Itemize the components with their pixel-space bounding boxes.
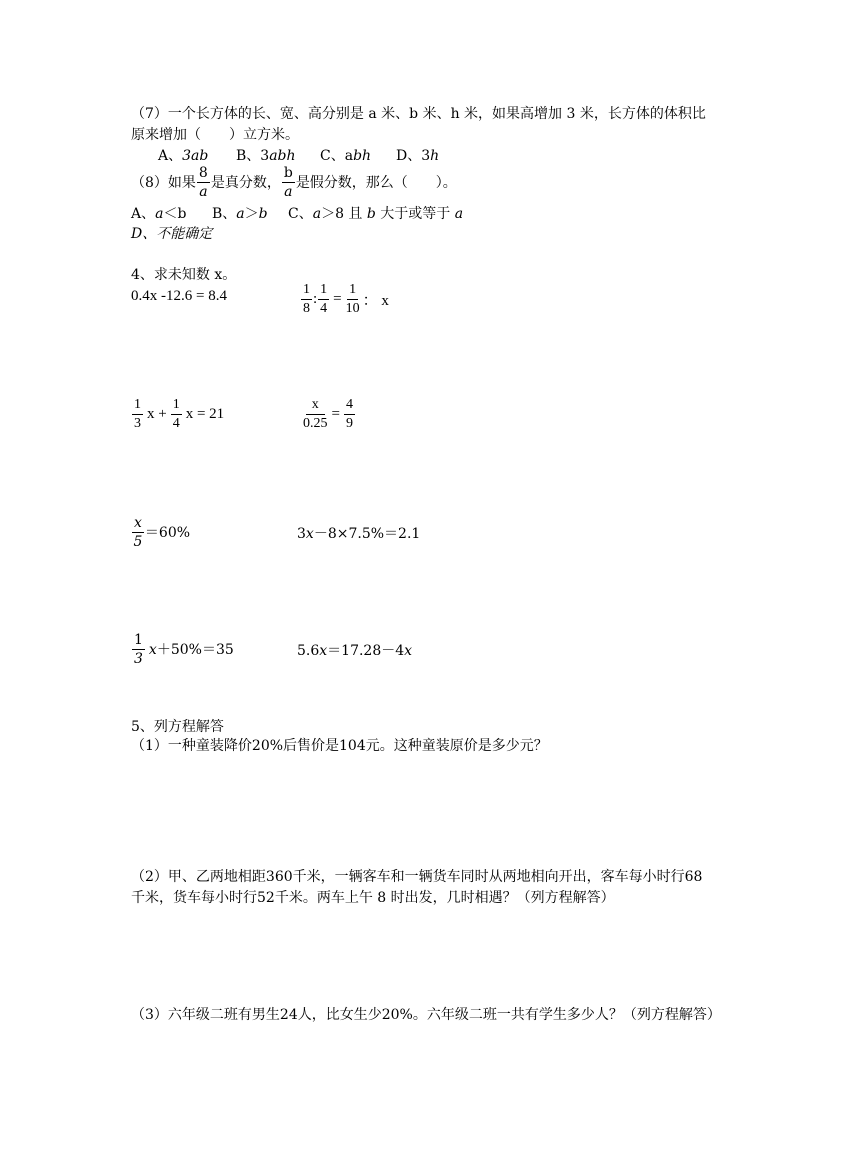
q8-option-b <box>212 205 268 223</box>
fraction-denominator: 4 <box>320 301 328 316</box>
equation-7 <box>131 633 234 666</box>
q7-line2: 原来增加（ ）立方米。 <box>131 127 299 143</box>
option-b-op: ＞ <box>244 206 259 222</box>
option-a-prefix: A、 <box>131 206 156 222</box>
fraction-denominator: 4 <box>172 416 180 431</box>
fraction-8-over-a <box>197 166 210 199</box>
fraction-numerator: 1 <box>171 398 182 415</box>
equation-1: 0.4x -12.6 = 8.4 <box>131 288 227 304</box>
fraction-numerator: 1 <box>134 632 143 648</box>
fraction <box>132 398 143 431</box>
variable-x: x <box>148 641 157 658</box>
section-5-title: 5、列方程解答 <box>131 719 224 735</box>
option-c-var-a2: a <box>454 206 464 222</box>
equation-8 <box>297 642 412 660</box>
option-c-var-a: a <box>312 206 322 222</box>
equation-tail: ＋50%＝35 <box>156 641 234 658</box>
variable-x: x <box>404 643 413 659</box>
fraction-numerator: 1 <box>301 283 312 300</box>
fraction-denominator: 0.25 <box>303 416 328 431</box>
q7-option-b <box>236 147 296 165</box>
fraction-numerator: 8 <box>198 165 208 181</box>
fraction-numerator: 1 <box>318 283 329 300</box>
option-b-value: abh <box>269 148 296 164</box>
equation-4 <box>302 398 356 431</box>
fraction <box>132 516 144 549</box>
q8-middle: 是真分数， <box>210 174 281 191</box>
fraction-denominator: 5 <box>133 534 143 550</box>
fraction <box>171 398 182 431</box>
q7-option-a <box>158 147 208 165</box>
fraction-numerator: x <box>306 398 325 415</box>
fraction-numerator: x <box>134 515 142 531</box>
equation-6 <box>297 525 420 543</box>
equation-tail: x = 21 <box>185 406 225 422</box>
fraction <box>303 398 328 431</box>
equals-sign: = <box>333 291 342 307</box>
q7-line1: （7）一个长方体的长、宽、高分别是 a 米、b 米、h 米，如果高增加 3 米，长方体的体积比 <box>131 106 706 122</box>
q8-line <box>131 166 457 199</box>
fraction <box>346 283 360 316</box>
option-a-value: 3ab <box>182 148 209 164</box>
fraction-denominator: 9 <box>345 416 353 431</box>
option-b-prefix: B、 <box>212 206 237 222</box>
fraction-denominator: a <box>284 184 293 200</box>
equation-tail: －8×7.5%＝2.1 <box>313 526 421 542</box>
equation-5 <box>131 516 190 549</box>
problem-2-line2: 千米，货车每小时行52千米。两车上午 8 时出发，几时相遇？（列方程解答） <box>131 890 615 906</box>
option-c-value: bh <box>353 148 372 164</box>
fraction <box>301 283 312 316</box>
fraction-denominator: 10 <box>345 301 360 316</box>
equals-sign: = <box>331 406 340 422</box>
option-b-prefix: B、3 <box>236 148 270 164</box>
fraction <box>132 633 145 666</box>
q8-suffix: 是假分数，那么（ ）。 <box>295 174 457 191</box>
option-c-mid: ＞8 且 <box>321 206 367 222</box>
equation-3 <box>131 398 224 431</box>
equation-mid: ＝17.28－4 <box>327 643 405 659</box>
problem-2-line1: （2）甲、乙两地相距360千米，一辆客车和一辆货车同时从两地相向开出，客车每小时行68 <box>131 869 703 885</box>
option-d-value: h <box>430 148 440 164</box>
fraction-numerator: b <box>283 165 293 181</box>
fraction-denominator: 3 <box>134 416 141 431</box>
equation-term: 3 <box>297 526 306 542</box>
equation-tail: ： x <box>362 293 389 309</box>
fraction-numerator: 4 <box>344 398 355 415</box>
variable-x: x <box>305 526 314 542</box>
option-b-var-a: a <box>236 206 245 222</box>
equation-2 <box>300 283 389 316</box>
fraction-denominator: 3 <box>134 651 143 667</box>
option-a-rest: ＜b <box>163 206 187 222</box>
q7-option-d <box>396 147 439 165</box>
q8-option-d: D、不能确定 <box>131 226 213 242</box>
option-b-var-b: b <box>258 206 268 222</box>
ratio-colon: : <box>313 291 318 307</box>
q8-option-c <box>288 205 463 223</box>
fraction <box>344 398 355 431</box>
q8-prefix: （8）如果 <box>131 174 196 191</box>
fraction <box>318 283 329 316</box>
fraction-b-over-a <box>282 166 295 199</box>
variable-x: x <box>319 643 328 659</box>
equation-term: x + <box>147 406 167 422</box>
option-a-var: a <box>155 206 164 222</box>
fraction-denominator: a <box>199 184 208 200</box>
option-c-var-b: b <box>366 206 376 222</box>
option-d-prefix: D、3 <box>396 148 431 164</box>
option-c-prefix: C、 <box>288 206 313 222</box>
problem-1: （1）一种童装降价20%后售价是104元。这种童装原价是多少元？ <box>131 738 548 754</box>
option-c-prefix: C、a <box>320 148 354 164</box>
option-c-mid2: 大于或等于 <box>375 206 455 222</box>
q8-option-a <box>131 205 186 223</box>
option-a-prefix: A、 <box>158 148 183 164</box>
fraction-denominator: 8 <box>303 301 310 316</box>
fraction-numerator: 1 <box>347 283 358 300</box>
problem-3: （3）六年级二班有男生24人，比女生少20%。六年级二班一共有学生多少人？（列方程解答） <box>131 1007 721 1023</box>
fraction-numerator: 1 <box>132 398 143 415</box>
section-4-title: 4、求未知数 x。 <box>131 267 237 283</box>
equation-term: 5.6 <box>297 643 320 659</box>
equation-tail: ＝60% <box>144 524 191 541</box>
q7-option-c <box>320 147 371 165</box>
